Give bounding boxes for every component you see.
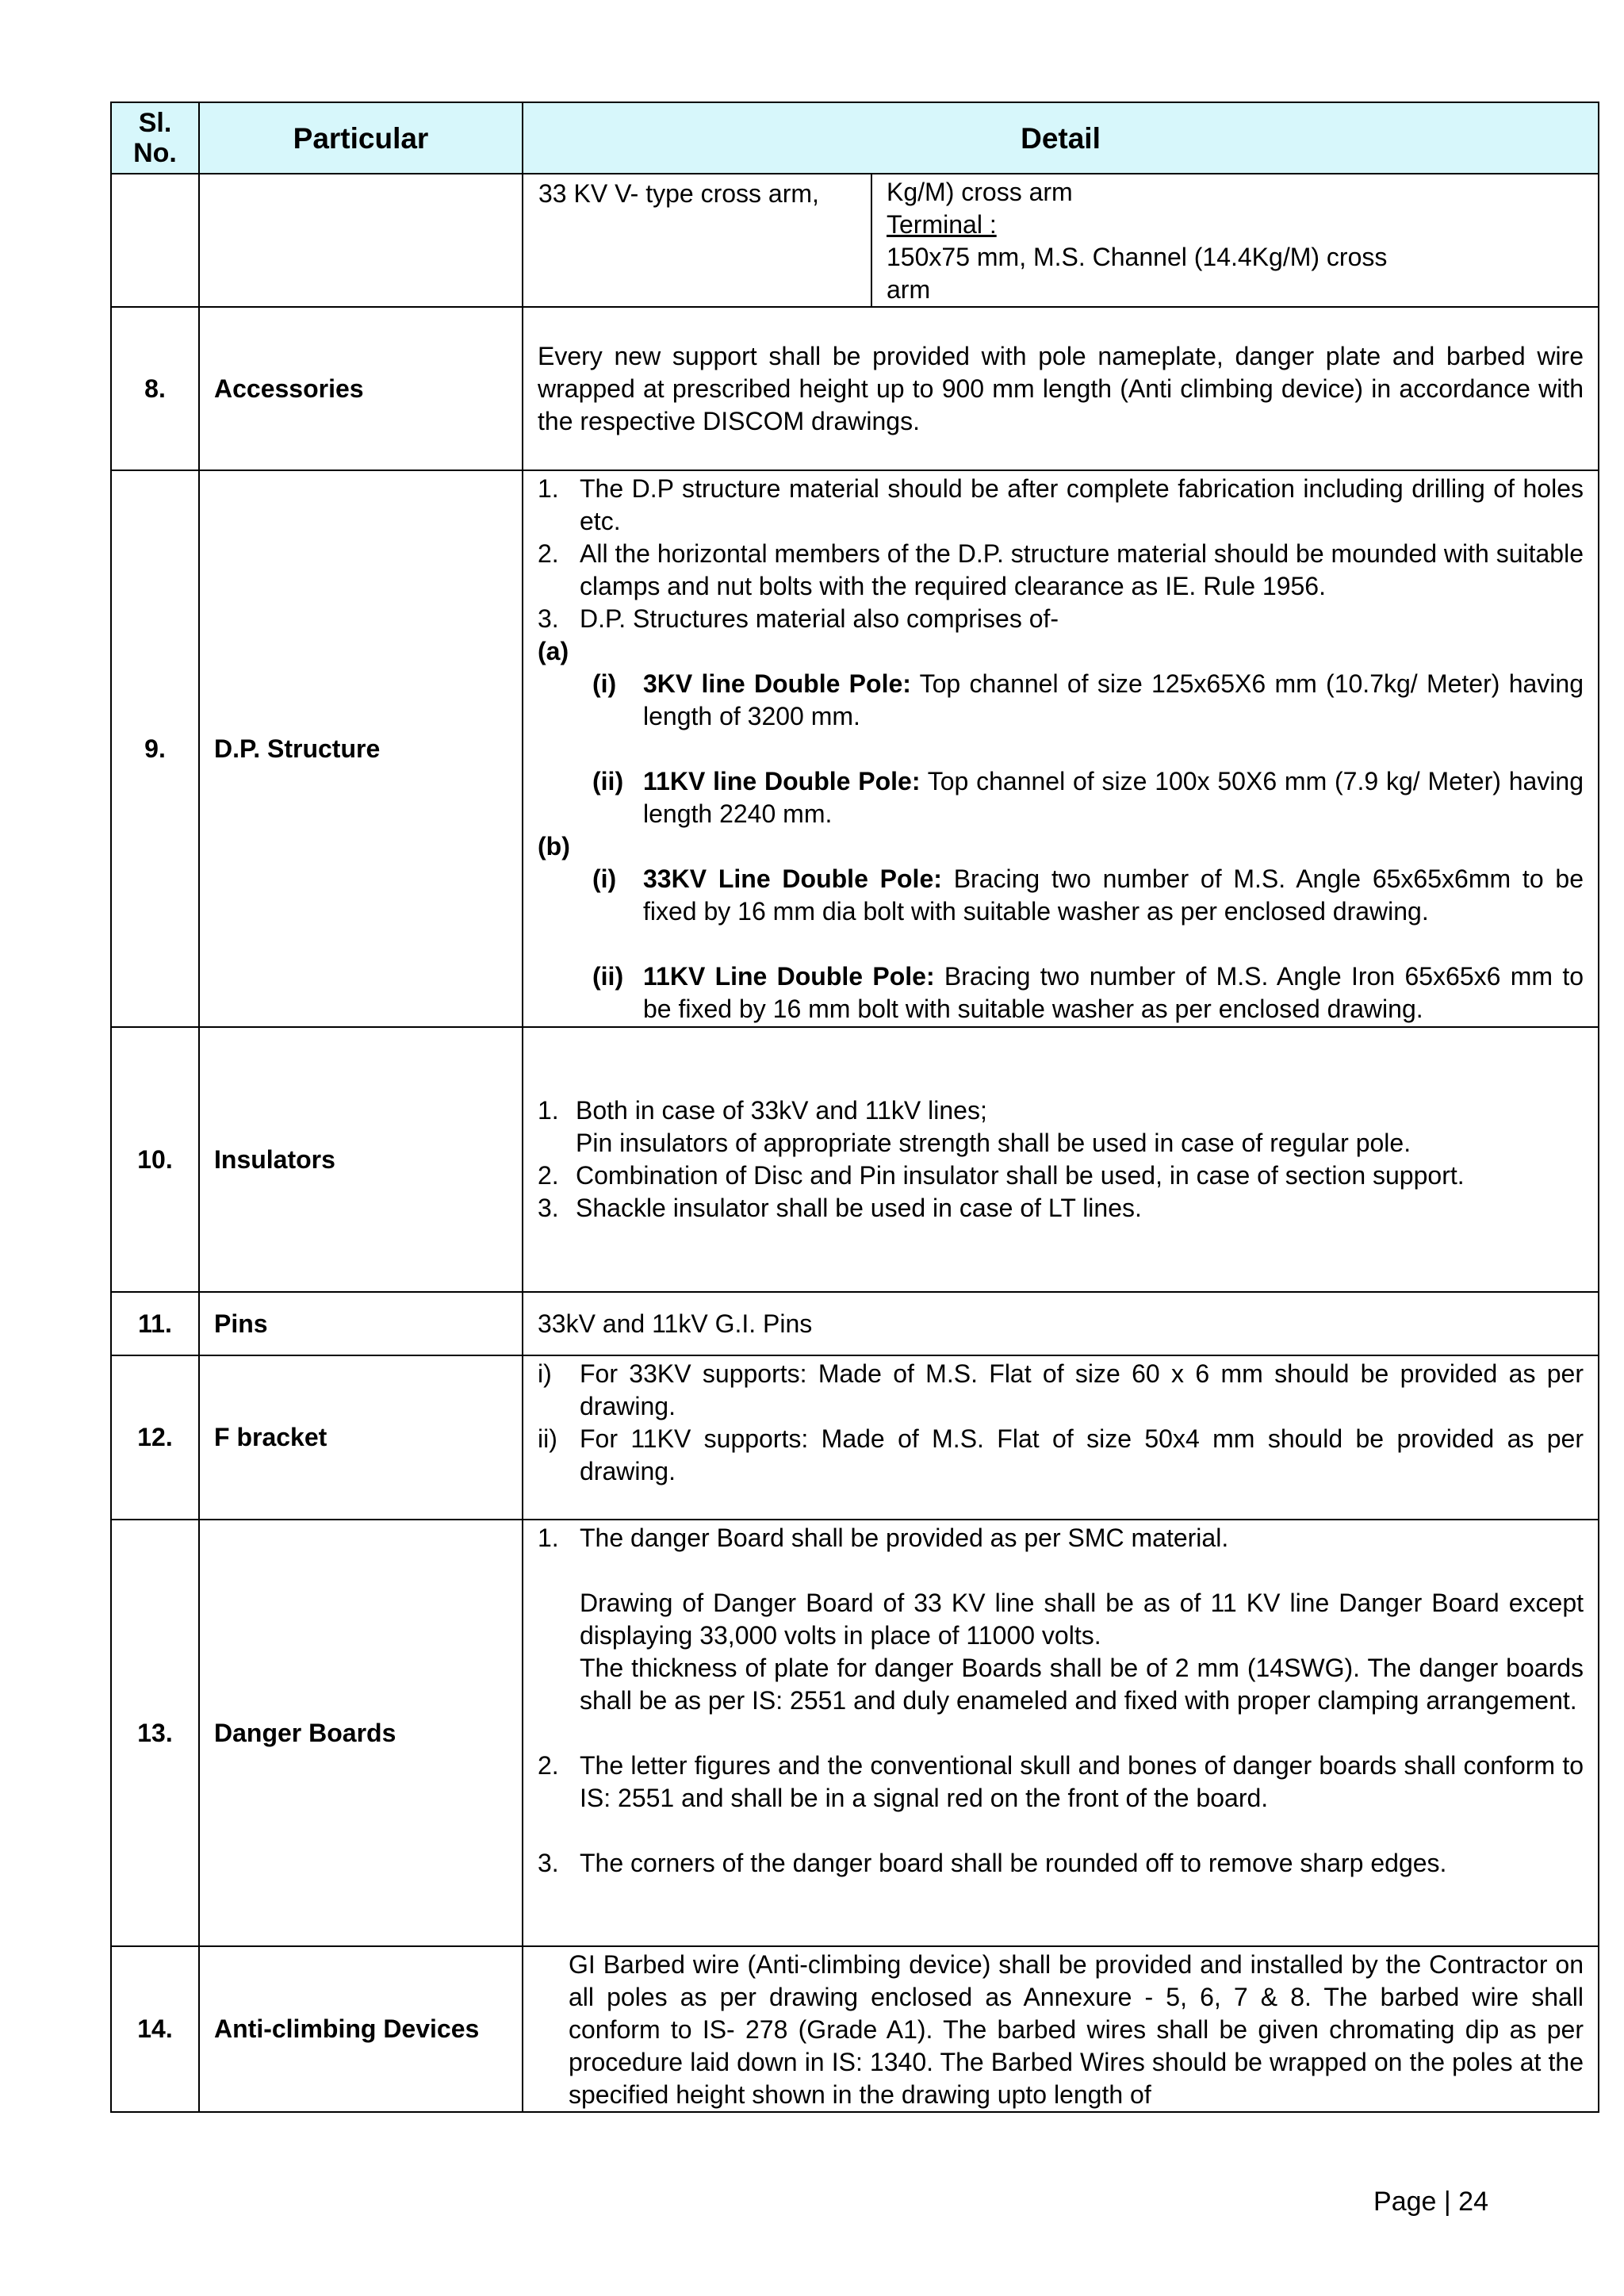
list-item: The thickness of plate for danger Boards shall be of 2 mm (14SWG). The danger boards shall be as per IS: 2551 and duly enameled and fixed with proper clamping arrangement. <box>580 1654 1584 1715</box>
continuation-right-line3: 150x75 mm, M.S. Channel (14.4Kg/M) cross arm <box>887 243 1388 304</box>
row-number: 13. <box>111 1520 199 1946</box>
row-particular: Anti-climbing Devices <box>199 1946 523 2112</box>
list-item: (i) 3KV line Double Pole: Top channel of size 125x65X6 mm (10.7kg/ Meter) having length of 3200 mm. <box>592 669 1584 730</box>
table-row-accessories <box>111 307 1599 470</box>
list-item: Pin insulators of appropriate strength shall be used in case of regular pole. <box>576 1129 1411 1157</box>
row-number: 12. <box>111 1355 199 1520</box>
list-item: 2. Combination of Disc and Pin insulator shall be used, in case of section support. <box>538 1161 1465 1190</box>
list-item: 2. The letter figures and the conventional skull and bones of danger boards shall conform to IS: 2551 and shall be in a signal red on the front of the board. <box>538 1751 1584 1812</box>
table-row-continuation <box>111 174 1599 307</box>
continuation-left: 33 KV V- type cross arm, <box>523 174 872 306</box>
list-item: 3. The corners of the danger board shall be rounded off to remove sharp edges. <box>538 1849 1447 1877</box>
list-item: 1. Both in case of 33kV and 11kV lines; <box>538 1096 987 1125</box>
specification-table <box>110 102 1599 2113</box>
list-item: 3. Shackle insulator shall be used in case of LT lines. <box>538 1194 1142 1222</box>
row-detail: 33kV and 11kV G.I. Pins <box>523 1292 1599 1355</box>
continuation-particular-cell <box>199 174 523 307</box>
table-row-danger-boards <box>111 1520 1599 1946</box>
list-item: (ii) 11KV Line Double Pole: Bracing two number of M.S. Angle Iron 65x65x6 mm to be fixed by 16 mm bolt with suitable washer as per enclosed drawing. <box>592 962 1584 1023</box>
row-detail: GI Barbed wire (Anti-climbing device) shall be provided and installed by the Contractor on all poles as per drawing enclosed as Annexure - 5, 6, 7 & 8. The barbed wire shall conform to IS- 278 (Grade A1). The barbed wires shall be given chromating dip as per procedure laid down in IS: 1340. The Barbed Wires should be wrapped on the poles at the specified height shown in the drawing upto length of <box>523 1946 1599 2112</box>
list-item: ii) For 11KV supports: Made of M.S. Flat of size 50x4 mm should be provided as per drawing. <box>538 1424 1584 1485</box>
list-item: 2. All the horizontal members of the D.P. structure material should be mounded with suitable clamps and nut bolts with the required clearance as IE. Rule 1956. <box>538 539 1584 600</box>
list-item: i) For 33KV supports: Made of M.S. Flat of size 60 x 6 mm should be provided as per drawing. <box>538 1359 1584 1420</box>
row-particular: Insulators <box>199 1027 523 1292</box>
list-item: Drawing of Danger Board of 33 KV line shall be as of 11 KV line Danger Board except displaying 33,000 volts in place of 11000 volts. <box>580 1589 1584 1650</box>
row-number: 8. <box>111 307 199 470</box>
row-particular: Pins <box>199 1292 523 1355</box>
row-detail <box>523 1520 1599 1946</box>
row-particular: F bracket <box>199 1355 523 1520</box>
sub-label-a: (a) <box>538 637 569 665</box>
page-number: Page | 24 <box>1373 2187 1488 2217</box>
table-row-pins <box>111 1292 1599 1355</box>
row-number: 11. <box>111 1292 199 1355</box>
header-detail: Detail <box>523 102 1599 174</box>
table-row-anti-climbing <box>111 1946 1599 2112</box>
row-number: 14. <box>111 1946 199 2112</box>
header-sl-no-line2: No. <box>133 138 177 168</box>
continuation-right <box>872 174 1598 306</box>
row-particular: D.P. Structure <box>199 470 523 1027</box>
list-item: (i) 33KV Line Double Pole: Bracing two number of M.S. Angle 65x65x6mm to be fixed by 16 mm dia bolt with suitable washer as per enclosed drawing. <box>592 864 1584 926</box>
header-sl-no <box>111 102 199 174</box>
table-header <box>111 102 1599 174</box>
row-detail <box>523 470 1599 1027</box>
row-particular: Accessories <box>199 307 523 470</box>
table-row-f-bracket <box>111 1355 1599 1520</box>
table-row-dp-structure <box>111 470 1599 1027</box>
row-particular: Danger Boards <box>199 1520 523 1946</box>
list-item: 3. D.P. Structures material also comprises of- <box>538 604 1059 633</box>
list-item: 1. The danger Board shall be provided as per SMC material. <box>538 1524 1229 1552</box>
continuation-right-line2: Terminal : <box>887 210 997 239</box>
list-item: 1. The D.P structure material should be after complete fabrication including drilling of holes etc. <box>538 474 1584 535</box>
continuation-detail-cell <box>523 174 1599 307</box>
table-row-insulators <box>111 1027 1599 1292</box>
continuation-no-cell <box>111 174 199 307</box>
row-number: 9. <box>111 470 199 1027</box>
row-detail: Every new support shall be provided with pole nameplate, danger plate and barbed wire wrapped at prescribed height up to 900 mm length (Anti climbing device) in accordance with the respective DISCOM drawings. <box>523 307 1599 470</box>
row-detail <box>523 1027 1599 1292</box>
row-detail <box>523 1355 1599 1520</box>
row-number: 10. <box>111 1027 199 1292</box>
list-item: (ii) 11KV line Double Pole: Top channel of size 100x 50X6 mm (7.9 kg/ Meter) having length 2240 mm. <box>592 767 1584 828</box>
continuation-right-line1: Kg/M) cross arm <box>887 178 1073 206</box>
header-particular: Particular <box>199 102 523 174</box>
header-sl-no-line1: Sl. <box>138 108 172 138</box>
sub-label-b: (b) <box>538 832 570 861</box>
